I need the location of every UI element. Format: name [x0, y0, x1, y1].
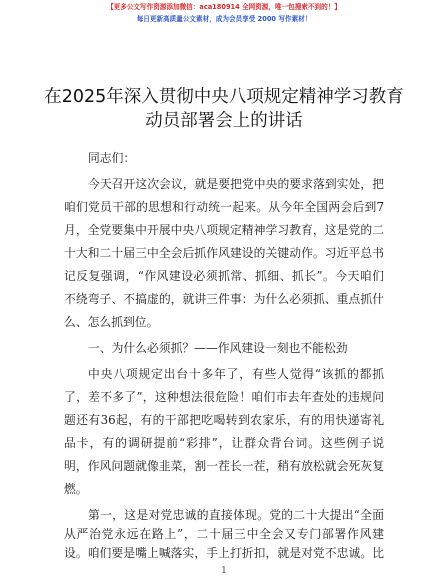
paragraph-1-line-7: 么、怎么抓到位。 [64, 315, 159, 329]
section-heading-1: 一、为什么必须抓？——作风建设一刻也不能松劲 [88, 341, 348, 355]
paragraph-2-line-5: 明，作风问题就像韭菜，割一茬长一茬，稍有放松就会死灰复 [64, 459, 384, 473]
paragraph-2-line-3: 题还有36起，有的干部把吃喝转到农家乐，有的用快递寄礼 [64, 413, 384, 427]
paragraph-1-line-1: 今天召开这次会议，就是要把党中央的要求落到实处，把 [88, 177, 384, 191]
promo-banner-line-1: 【更多公文写作资源添加微信：aca180914 全网资源，唯一包搜索不到的！】 [107, 3, 341, 11]
paragraph-1-line-2: 咱们党员干部的思想和行动统一起来。从今年全国两会后到7 [64, 200, 384, 214]
document-title-line-2: 动员部署会上的讲话 [145, 111, 303, 131]
paragraph-1-line-3: 月，全党要集中开展中央八项规定精神学习教育，这是党的二 [64, 223, 384, 237]
paragraph-2-line-1: 中央八项规定出台十多年了，有些人觉得“该抓的都抓 [88, 367, 384, 381]
document-title-line-1: 在2025年深入贯彻中央八项规定精神学习教育 [44, 87, 404, 107]
paragraph-2-line-4: 品卡，有的调研提前“彩排”，让群众背台词。这些例子说 [64, 436, 384, 450]
paragraph-1-line-6: 不绕弯子、不搞虚的，就讲三件事：为什么必须抓、重点抓什 [64, 292, 384, 306]
paragraph-1-line-5: 记反复强调，“作风建设必须抓常、抓细、抓长”。今天咱们 [64, 269, 384, 283]
paragraph-3-line-3: 设。咱们要是嘴上喊落实，手上打折扣，就是对党不忠诚。比 [64, 546, 384, 560]
salutation: 同志们： [88, 151, 136, 165]
promo-banner-line-2: 每日更新高质量公文素材，成为会员享受 2000 写作素材！ [136, 15, 312, 23]
paragraph-3-line-2: 从严治党永远在路上”，二十届三中全会又专门部署作风建 [64, 527, 384, 541]
page-number: 1 [221, 566, 227, 576]
paragraph-2-line-2: 了，差不多了”，这种想法很危险！咱们市去年查处的违规问 [64, 390, 384, 404]
paragraph-2-line-6: 燃。 [64, 482, 88, 496]
paragraph-3-line-1: 第一，这是对党忠诚的直接体现。党的二十大提出“全面 [88, 508, 384, 522]
paragraph-1-line-4: 十大和二十届三中全会后抓作风建设的关键动作。习近平总书 [64, 246, 384, 260]
